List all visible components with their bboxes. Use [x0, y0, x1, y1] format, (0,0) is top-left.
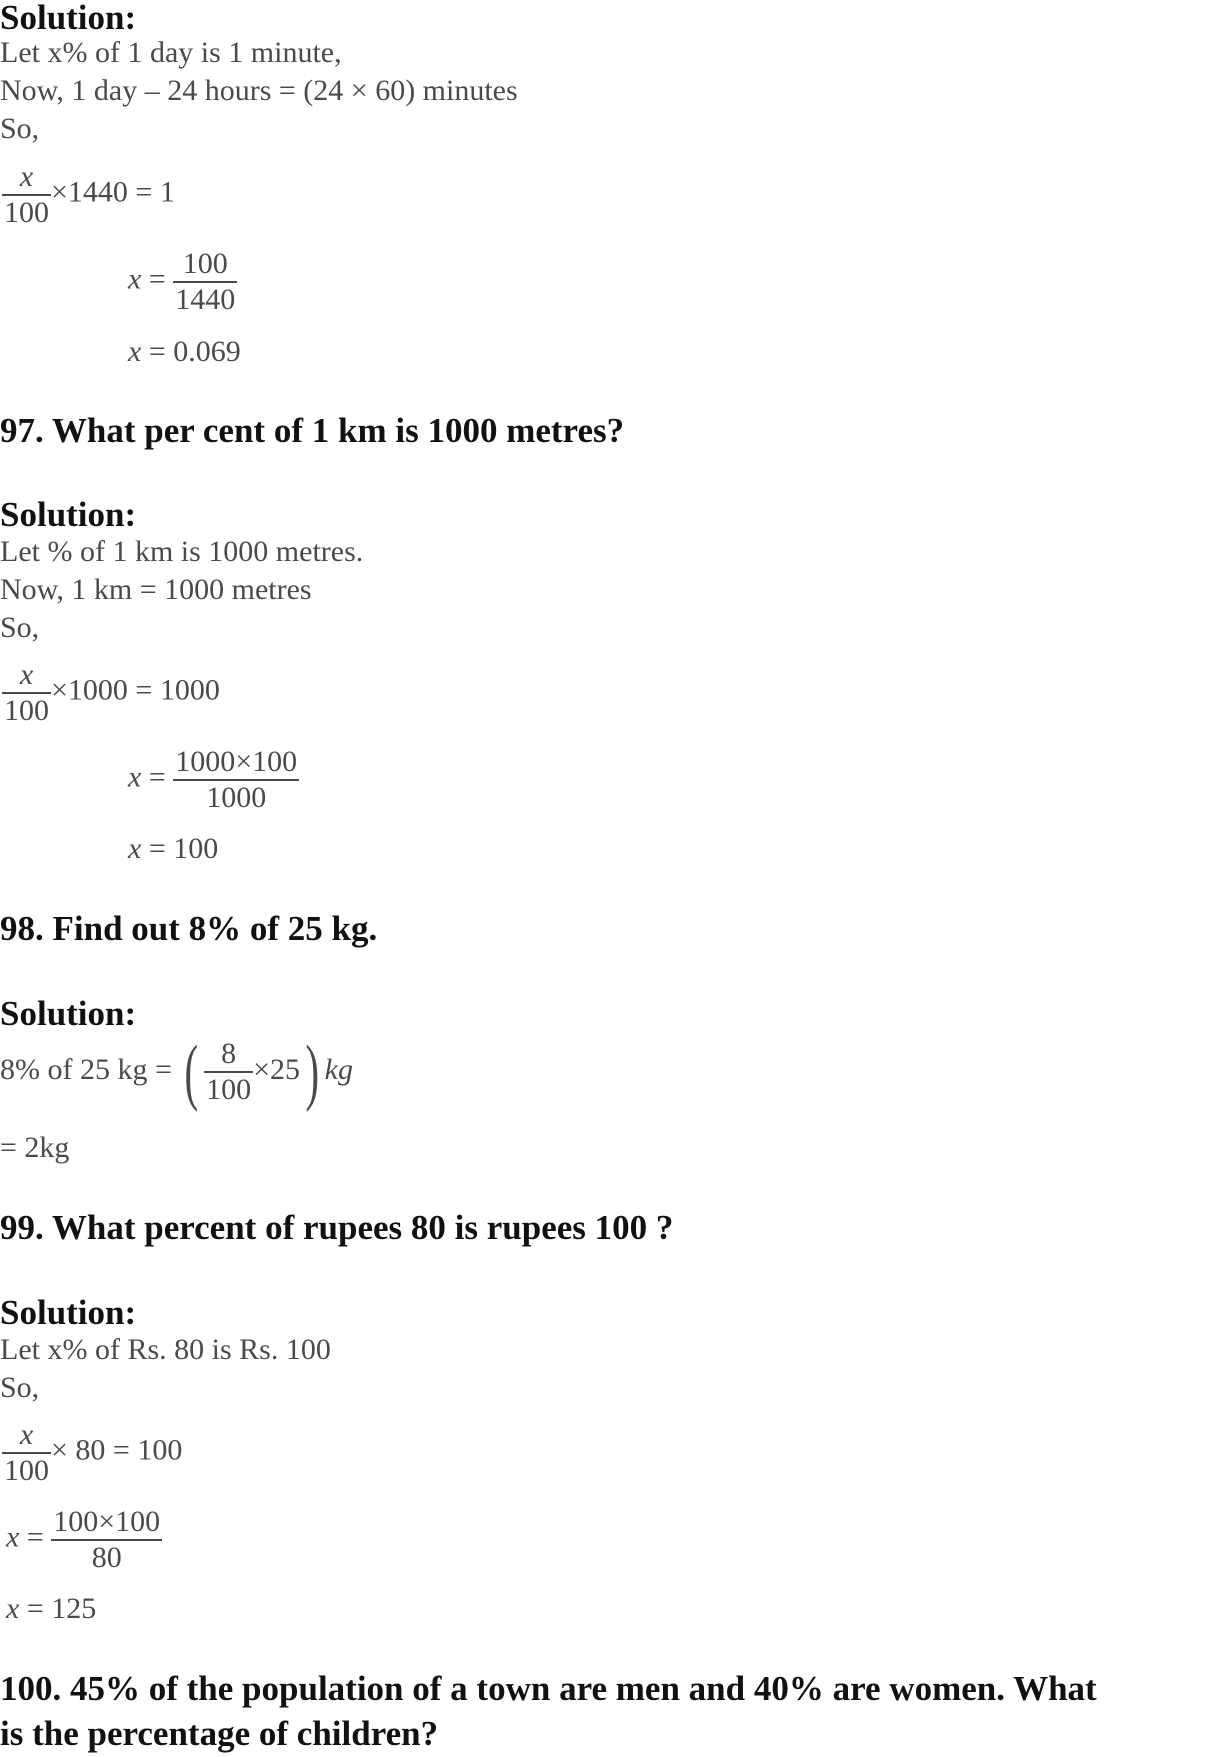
text-line: Now, 1 day – 24 hours = (24 × 60) minutes: [0, 74, 518, 107]
question-heading: 99. What percent of rupees 80 is rupees 100 ?: [0, 1208, 674, 1247]
fraction: [51, 1505, 162, 1574]
equation: [6, 1505, 162, 1574]
numerator: x: [19, 658, 34, 691]
solution-heading: Solution:: [0, 994, 137, 1033]
fraction: [173, 745, 299, 814]
equation-mid: ×25: [253, 1052, 300, 1086]
denominator: 1440: [175, 282, 236, 316]
solution-heading: Solution:: [0, 495, 137, 534]
close-paren: ): [305, 1031, 320, 1113]
equation: [128, 745, 299, 814]
numerator: 100×100: [53, 1505, 161, 1538]
text-line: = 2kg: [0, 1131, 70, 1164]
equation: [128, 337, 241, 367]
text-line: Let % of 1 km is 1000 metres.: [0, 535, 364, 568]
equation-rest: = 125: [19, 1592, 97, 1625]
question-heading: is the percentage of children?: [0, 1714, 439, 1753]
question-heading: 100. 45% of the population of a town are men and 40% are women. What: [0, 1669, 1097, 1708]
equation: [2, 1418, 182, 1487]
variable: x: [6, 1592, 20, 1625]
text-line: So,: [0, 1371, 40, 1404]
text-line: Now, 1 km = 1000 metres: [0, 573, 312, 606]
numerator: 1000×100: [175, 745, 298, 778]
fraction: [173, 247, 237, 316]
numerator: 8: [221, 1037, 237, 1071]
numerator: x: [19, 160, 34, 193]
equation-rest: = 100: [141, 832, 219, 865]
variable: x: [128, 832, 142, 865]
text-line: So,: [0, 112, 40, 145]
denominator: 100: [206, 1073, 252, 1106]
equals-sign: =: [141, 262, 174, 296]
unit: kg: [324, 1052, 353, 1086]
equation-rest: ×1440 = 1: [51, 175, 175, 209]
equation: [2, 658, 220, 727]
equation: [2, 160, 175, 229]
variable: x: [6, 1520, 20, 1554]
solution-heading: Solution:: [0, 1293, 137, 1332]
question-heading: 98. Find out 8% of 25 kg.: [0, 909, 378, 948]
text-line: So,: [0, 611, 40, 644]
equation-rest: ×1000 = 1000: [51, 673, 220, 707]
equation-rest: = 0.069: [141, 335, 241, 368]
equation: [6, 1594, 96, 1624]
variable: x: [128, 335, 142, 368]
denominator: 100: [4, 693, 49, 727]
variable: x: [128, 760, 142, 794]
open-paren: (: [184, 1031, 199, 1113]
denominator: 100: [4, 1453, 49, 1487]
question-heading: 97. What per cent of 1 km is 1000 metres?: [0, 411, 625, 450]
text-line: Let x% of Rs. 80 is Rs. 100: [0, 1333, 331, 1366]
equals-sign: =: [19, 1520, 52, 1554]
fraction: [2, 658, 51, 727]
equation: [128, 834, 218, 864]
numerator: x: [19, 1418, 34, 1451]
text-line: Let x% of 1 day is 1 minute,: [0, 36, 342, 69]
fraction: [2, 1418, 51, 1487]
numerator: 100: [182, 247, 228, 280]
variable: x: [128, 262, 142, 296]
fraction: [204, 1037, 253, 1106]
equation-lhs: 8% of 25 kg =: [0, 1052, 180, 1086]
equation: [0, 1031, 353, 1113]
equation-rest: × 80 = 100: [51, 1433, 183, 1467]
fraction: [2, 160, 51, 229]
denominator: 80: [91, 1540, 122, 1574]
denominator: 1000: [206, 780, 267, 814]
denominator: 100: [4, 195, 49, 229]
solution-heading: Solution:: [0, 0, 137, 37]
equation: [128, 247, 237, 316]
equals-sign: =: [141, 760, 174, 794]
